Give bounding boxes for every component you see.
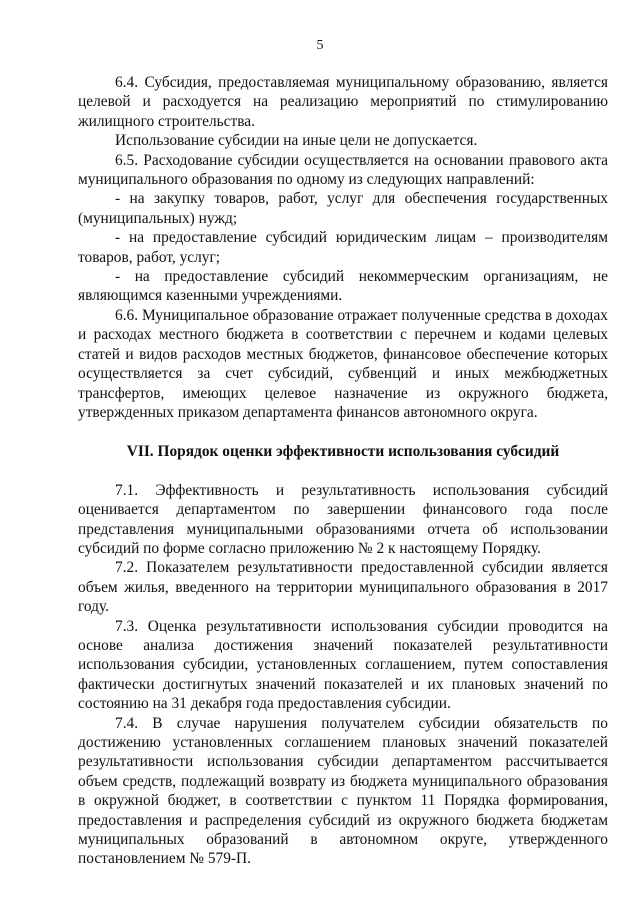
list-item-nonprofits: - на предоставление субсидий некоммерческим организациям, не являющимся казенными учреждениями. — [78, 268, 608, 305]
section-heading: VII. Порядок оценки эффективности использования субсидий — [126, 443, 560, 461]
paragraph-7-2: 7.2. Показателем результативности предоставленной субсидии является объем жилья, введенного на территории муниципального образования в 2017 году. — [78, 559, 608, 616]
paragraph-6-4-restriction: Использование субсидии на иные цели не допускается. — [115, 132, 478, 150]
list-item-legal-entities: - на предоставление субсидий юридическим лицам – производителям товаров, работ, услуг; — [78, 229, 608, 266]
list-item-procurement: - на закупку товаров, работ, услуг для обеспечения государственных (муниципальных) нужд; — [78, 190, 608, 227]
paragraph-7-1: 7.1. Эффективность и результативность использования субсидий оценивается департаментом по завершении финансового года после представления муниципальными образованиями отчета об использовании субсидий по форме согласно приложению № 2 к настоящему Порядку. — [78, 481, 608, 557]
spacer — [78, 462, 608, 481]
paragraph-7-4: 7.4. В случае нарушения получателем субсидии обязательств по достижению установленных соглашением плановых значений показателей результативности использования субсидии департаментом рассчитывается объем средств, подлежащий возврату из бюджета муниципального образования в окружной бюджет, в соответствии с пунктом 11 Порядка формирования, предоставления и распределения субсидий из окружного бюджета бюджетам муниципальных образований в автономном округе, утвержденного постановлением № 579-П. — [78, 714, 608, 868]
paragraph-6-6: 6.6. Муниципальное образование отражает полученные средства в доходах и расходах местного бюджета в соответствии с перечнем и кодами целевых статей и видов расходов местных бюджетов, финансовое обеспечение которых осуществляется за счет субсидий, субвенций и иных межбюджетных трансфертов, имеющих целевое назначение из окружного бюджета, утвержденных приказом департамента финансов автономного округа. — [78, 306, 608, 421]
page-number: 5 — [316, 38, 324, 53]
paragraph-7-3: 7.3. Оценка результативности использования субсидии проводится на основе анализа достижения значений показателей результативности использования субсидии, установленных соглашением, путем сопоставления фактически достигнутых значений показателей и их плановых значений по состоянию на 31 декабря года предоставления субсидии. — [78, 617, 608, 713]
paragraph-6-5: 6.5. Расходование субсидии осуществляется на основании правового акта муниципального образования по одному из следующих направлений: — [78, 151, 608, 189]
document-body — [78, 73, 608, 869]
paragraph-6-4: 6.4. Субсидия, предоставляемая муниципальному образованию, является целевой и расходуется на реализацию мероприятий по стимулированию жилищного строительства. — [78, 74, 608, 130]
spacer — [78, 422, 608, 442]
